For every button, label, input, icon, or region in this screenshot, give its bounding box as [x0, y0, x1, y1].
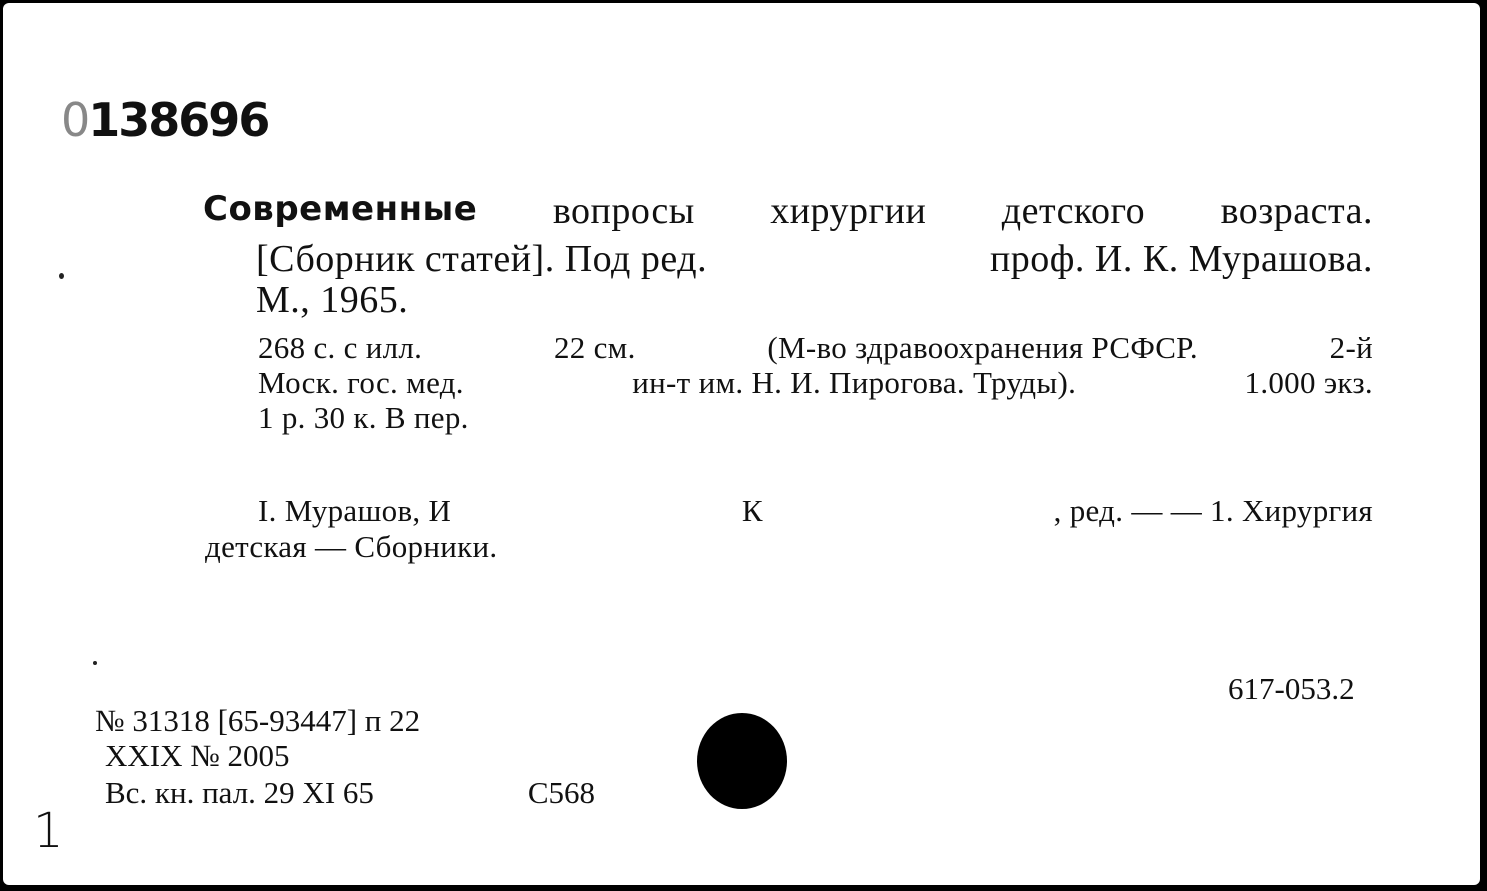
series-part: 2-й — [1329, 330, 1373, 365]
subject-line-1 — [258, 493, 1373, 529]
registration-date: Вс. кн. пал. 29 XI 65 — [105, 775, 374, 810]
speck-mark — [93, 661, 97, 665]
title-word: детского — [1001, 190, 1146, 232]
title-word: хирургии — [770, 190, 927, 232]
description-line-2 — [258, 365, 1373, 401]
collection-note: [Сборник статей]. Под ред. — [256, 238, 708, 280]
publication-place-year: М., 1965. — [256, 279, 409, 321]
title-bold-word: Современные — [203, 189, 478, 229]
title-line — [203, 189, 1373, 233]
description-line-1 — [258, 330, 1373, 366]
print-run: 1.000 экз. — [1244, 365, 1373, 400]
added-entry: I. Мурашов, И — [258, 493, 452, 528]
udc-code: 617-053.2 — [1228, 671, 1355, 706]
speck-mark — [59, 273, 64, 279]
handwritten-prefix: 0 — [61, 93, 89, 147]
handwritten-number: 138696 — [88, 93, 269, 147]
price: 1 р. 30 к. В пер. — [258, 400, 469, 435]
series-part: Моск. гос. мед. — [258, 365, 464, 400]
imprint-line-1: № 31318 [65-93447] п 22 — [95, 703, 421, 738]
pages: 268 с. с илл. — [258, 330, 423, 365]
series-part: (М-во здравоохранения РСФСР. — [767, 330, 1198, 365]
subject-line-2: детская — Сборники. — [205, 529, 498, 564]
handwritten-accession-number — [61, 93, 268, 147]
title-word: возраста. — [1220, 190, 1373, 232]
series-part: ин-т им. Н. И. Пирогова. Труды). — [632, 365, 1077, 400]
punch-hole — [697, 713, 787, 809]
editor-note: проф. И. К. Мурашова. — [989, 238, 1373, 280]
registration-code: С568 — [527, 775, 595, 810]
subject-heading: , ред. — — 1. Хирургия — [1053, 493, 1373, 528]
added-entry-initial: К — [741, 493, 763, 528]
imprint-line-2: XXIX № 2005 — [105, 738, 290, 773]
size: 22 см. — [553, 330, 636, 365]
corner-handwritten-mark: 1 — [33, 803, 64, 859]
catalog-card — [3, 3, 1480, 885]
imprint-line-3 — [105, 775, 595, 811]
title-continuation — [256, 237, 1373, 281]
scan-border — [1480, 0, 1487, 891]
title-word: вопросы — [552, 190, 695, 232]
